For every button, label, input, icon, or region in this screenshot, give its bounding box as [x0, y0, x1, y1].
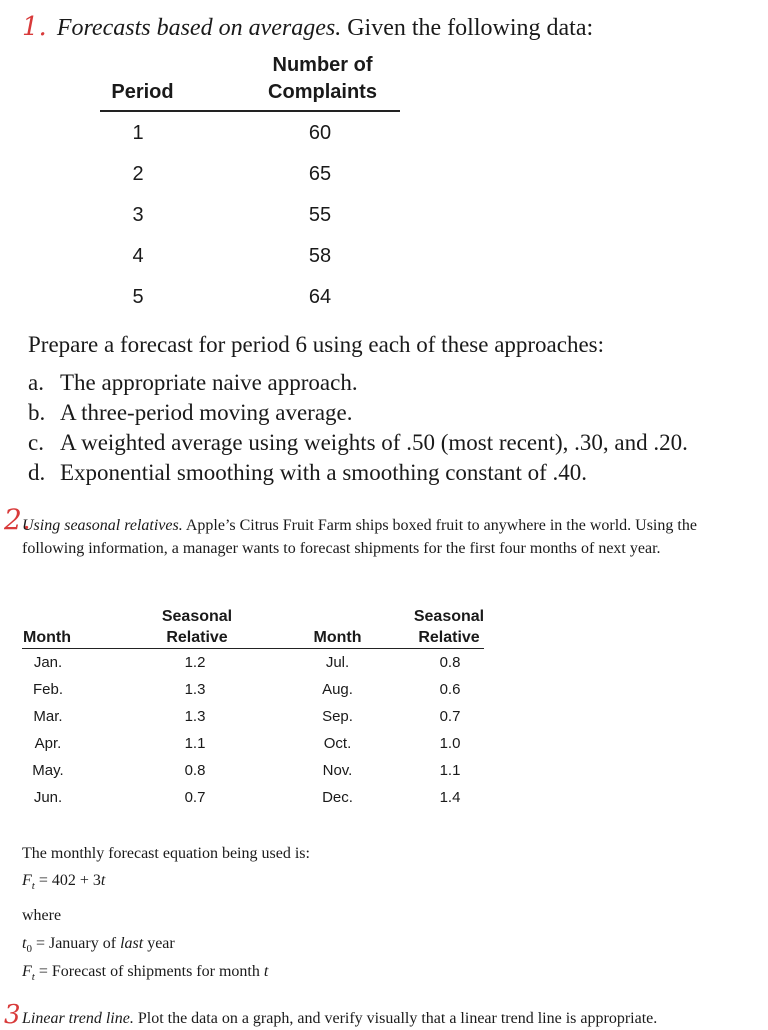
problem2-title: Using seasonal relatives. — [22, 517, 183, 534]
complaints-cell: 60 — [308, 122, 332, 144]
relative-cell: 0.6 — [439, 681, 461, 698]
relative-cell: 0.8 — [439, 654, 461, 671]
period-cell: 3 — [132, 204, 144, 226]
relative-cell: 0.7 — [184, 789, 206, 806]
header-rule — [22, 648, 484, 649]
month-cell: Aug. — [322, 681, 353, 698]
complaints-cell: 55 — [308, 204, 332, 226]
month-cell: Nov. — [322, 762, 353, 779]
problem1-prompt: Prepare a forecast for period 6 using each of these approaches: — [28, 332, 605, 357]
month-header: Month — [313, 629, 362, 646]
approach-item: d. Exponential smoothing with a smoothing constant of .40. — [28, 460, 588, 485]
complaints-cell: 58 — [308, 245, 332, 267]
month-cell: Sep. — [322, 708, 353, 725]
month-cell: Dec. — [322, 789, 353, 806]
period-header: Period — [111, 81, 174, 103]
period-cell: 5 — [132, 286, 144, 308]
seasonal-relatives-table — [22, 606, 484, 806]
problem2-statement — [22, 514, 758, 560]
approach-item: c. A weighted average using weights of .50 (most recent), .30, and .20. — [28, 430, 688, 455]
problem2-body: Apple’s Citrus Fruit Farm ships boxed fruit to anywhere in the world. Using the following information, a manager wants to forecast shipments for the first four months of next year. — [22, 517, 697, 557]
problem1-heading — [22, 12, 593, 42]
problem2-number-mark: 2. — [4, 503, 31, 536]
month-header: Month — [23, 629, 71, 646]
where-label: where — [22, 907, 62, 924]
relative-cell: 1.2 — [184, 654, 206, 671]
month-cell: Mar. — [33, 708, 63, 725]
problem3-statement — [22, 1010, 657, 1028]
month-cell: Jan. — [33, 654, 63, 671]
forecast-equation: $F_t = 402 + 3t$ — [22, 872, 106, 893]
month-cell: May. — [32, 762, 64, 779]
relative-header: Seasonal Relative — [413, 608, 485, 646]
relative-cell: 1.1 — [439, 762, 461, 779]
approach-item: b. A three-period moving average. — [28, 400, 353, 425]
relative-cell: 1.1 — [184, 735, 206, 752]
complaints-header: Number of Complaints — [268, 54, 377, 103]
definition-ft: $F_t$ = Forecast of shipments for month t — [22, 963, 269, 984]
problem1-number-mark: 1. — [22, 12, 47, 42]
definition-t0: $t_0$ = January of last year — [22, 935, 175, 956]
problem3-title: Linear trend line. — [22, 1010, 134, 1027]
complaints-cell: 65 — [308, 163, 332, 185]
approach-item: a. The appropriate naive approach. — [28, 370, 358, 395]
relative-cell: 1.0 — [439, 735, 461, 752]
month-cell: Jun. — [33, 789, 63, 806]
relative-cell: 1.4 — [439, 789, 461, 806]
header-rule — [100, 110, 400, 112]
problem3-number-mark: 3 — [4, 1000, 21, 1030]
period-cell: 2 — [132, 163, 144, 185]
problem3-body: Plot the data on a graph, and verify visually that a linear trend line is appropriate. — [137, 1010, 658, 1027]
relative-cell: 1.3 — [184, 681, 206, 698]
relative-cell: 0.7 — [439, 708, 461, 725]
relative-header: Seasonal Relative — [161, 608, 233, 646]
equation-intro: The monthly forecast equation being used is: — [22, 845, 310, 862]
month-cell: Jul. — [325, 654, 350, 671]
month-cell: Feb. — [32, 681, 63, 698]
relative-cell: 0.8 — [184, 762, 206, 779]
complaints-cell: 64 — [308, 286, 332, 308]
problem1-intro: Given the following data: — [347, 15, 594, 41]
relative-cell: 1.3 — [184, 708, 206, 725]
period-cell: 4 — [132, 245, 144, 267]
period-cell: 1 — [132, 122, 144, 144]
problem1-title: Forecasts based on averages. — [56, 15, 342, 41]
month-cell: Oct. — [323, 735, 352, 752]
month-cell: Apr. — [34, 735, 62, 752]
